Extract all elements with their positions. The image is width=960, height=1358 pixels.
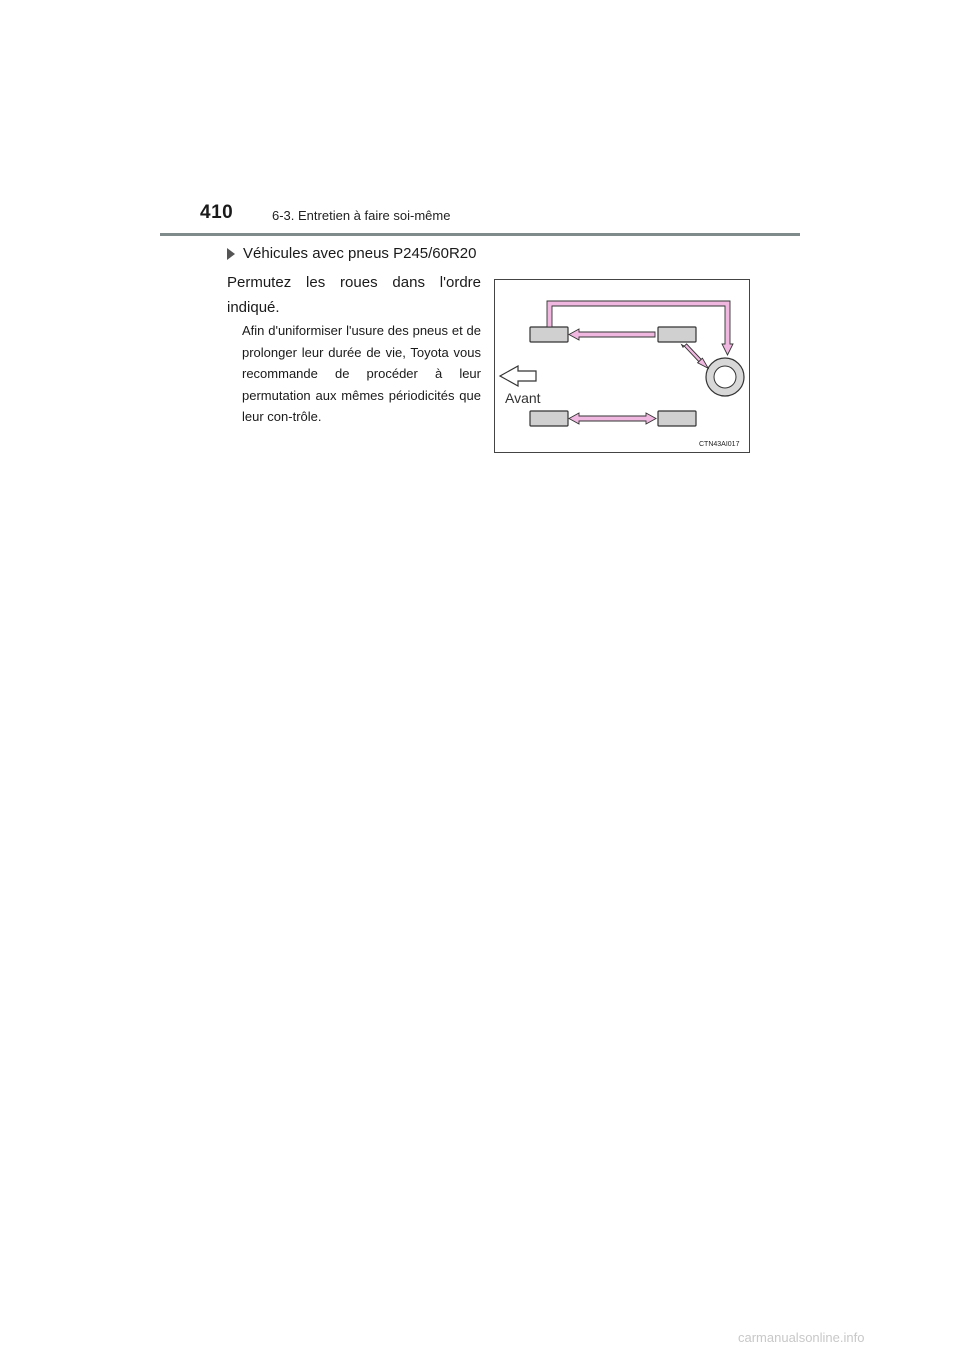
arrow-rear-left-to-front-left (569, 329, 655, 340)
watermark: carmanualsonline.info (738, 1330, 865, 1345)
main-instruction: Permutez les roues dans l'ordre indiqué. (227, 274, 481, 316)
bullet-arrow-icon (227, 248, 235, 260)
rear-left-tire (658, 327, 696, 342)
front-label: Avant (505, 390, 541, 406)
front-direction-arrow (500, 366, 536, 386)
header-divider (160, 233, 800, 236)
spare-tire-hub (714, 366, 736, 388)
arrow-front-left-to-spare (547, 301, 733, 355)
front-left-tire (530, 327, 568, 342)
front-right-tire (530, 411, 568, 426)
arrow-front-right-rear-right (569, 413, 656, 424)
explanation-text: Afin d'uniformiser l'usure des pneus et de prolonger leur durée de vie, Toyota vous recommande de procéder à leur permutation aux mêmes périodicités que leur con-trôle. (242, 323, 481, 424)
rotation-diagram-svg (495, 280, 751, 454)
page-number: 410 (200, 202, 234, 223)
section-title: 6-3. Entretien à faire soi-même (272, 208, 451, 223)
figure-code: CTN43AI017 (699, 441, 740, 448)
rear-right-tire (658, 411, 696, 426)
subheading (227, 245, 477, 262)
arrow-spare-to-rear-left (682, 344, 709, 368)
subheading-text: Véhicules avec pneus P245/60R20 (243, 245, 477, 262)
tire-rotation-diagram (494, 279, 750, 453)
